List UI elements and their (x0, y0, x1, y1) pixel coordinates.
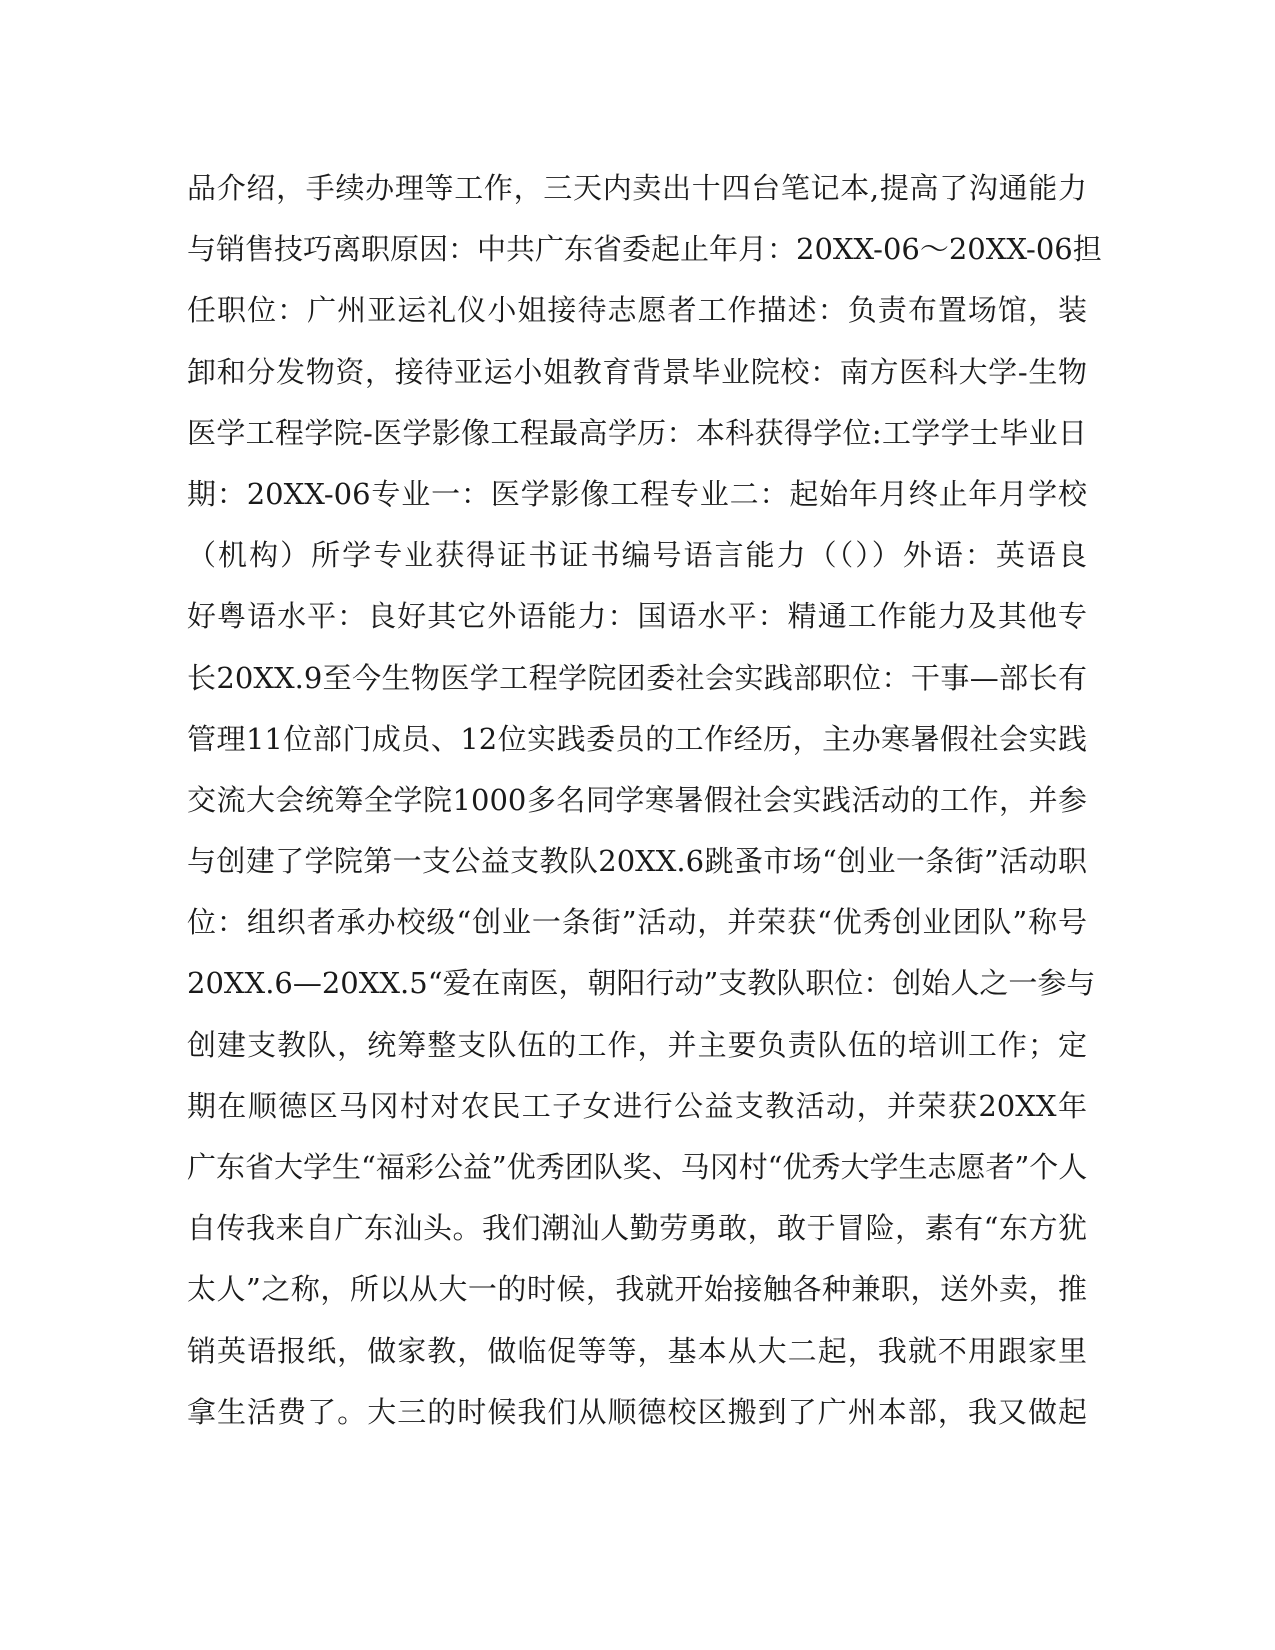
body-text (187, 158, 1102, 1443)
text-line: 广东省大学生“福彩公益”优秀团队奖、马冈村“优秀大学生志愿者”个人 (187, 1150, 1088, 1184)
text-line: 任职位：广州亚运礼仪小姐接待志愿者工作描述：负责布置场馆，装 (187, 293, 1087, 328)
text-line: 与销售技巧离职原因：中共广东省委起止年月：20XX-06～20XX-06担 (187, 232, 1102, 267)
text-line: 期：20XX-06专业一：医学影像工程专业二：起始年月终止年月学校 (187, 476, 1087, 511)
text-line: 销英语报纸，做家教，做临促等等，基本从大二起，我就不用跟家里 (187, 1333, 1087, 1368)
text-line: 创建支教队，统筹整支队伍的工作，并主要负责队伍的培训工作；定 (187, 1027, 1087, 1062)
text-line: 位：组织者承办校级“创业一条街”活动，并荣获“优秀创业团队”称号 (187, 905, 1087, 940)
text-line: 卸和分发物资，接待亚运小姐教育背景毕业院校：南方医科大学-生物 (187, 354, 1087, 389)
text-line: 医学工程学院-医学影像工程最高学历：本科获得学位:工学学士毕业日 (187, 415, 1087, 450)
text-line: 好粤语水平：良好其它外语能力：国语水平：精通工作能力及其他专 (187, 599, 1087, 634)
text-line: 与创建了学院第一支公益支教队20XX.6跳蚤市场“创业一条街”活动职 (187, 844, 1087, 879)
text-line: 长20XX.9至今生物医学工程学院团委社会实践部职位：干事—部长有 (187, 660, 1087, 695)
text-line: 期在顺德区马冈村对农民工子女进行公益支教活动，并荣获20XX年 (187, 1088, 1087, 1123)
text-line: 品介绍，手续办理等工作，三天内卖出十四台笔记本,提高了沟通能力 (187, 171, 1087, 205)
text-line: 拿生活费了。大三的时候我们从顺德校区搬到了广州本部，我又做起 (187, 1394, 1087, 1429)
text-line: 太人”之称，所以从大一的时候，我就开始接触各种兼职，送外卖，推 (187, 1272, 1087, 1307)
text-line: 交流大会统筹全学院1000多名同学寒暑假社会实践活动的工作，并参 (187, 782, 1087, 817)
text-line: （机构）所学专业获得证书证书编号语言能力（（））外语：英语良 (187, 538, 1087, 573)
text-line: 管理11位部门成员、12位实践委员的工作经历，主办寒暑假社会实践 (187, 721, 1087, 756)
text-line: 20XX.6—20XX.5“爱在南医，朝阳行动”支教队职位：创始人之一参与 (187, 966, 1096, 1001)
text-line: 自传我来自广东汕头。我们潮汕人勤劳勇敢，敢于冒险，素有“东方犹 (187, 1211, 1087, 1246)
